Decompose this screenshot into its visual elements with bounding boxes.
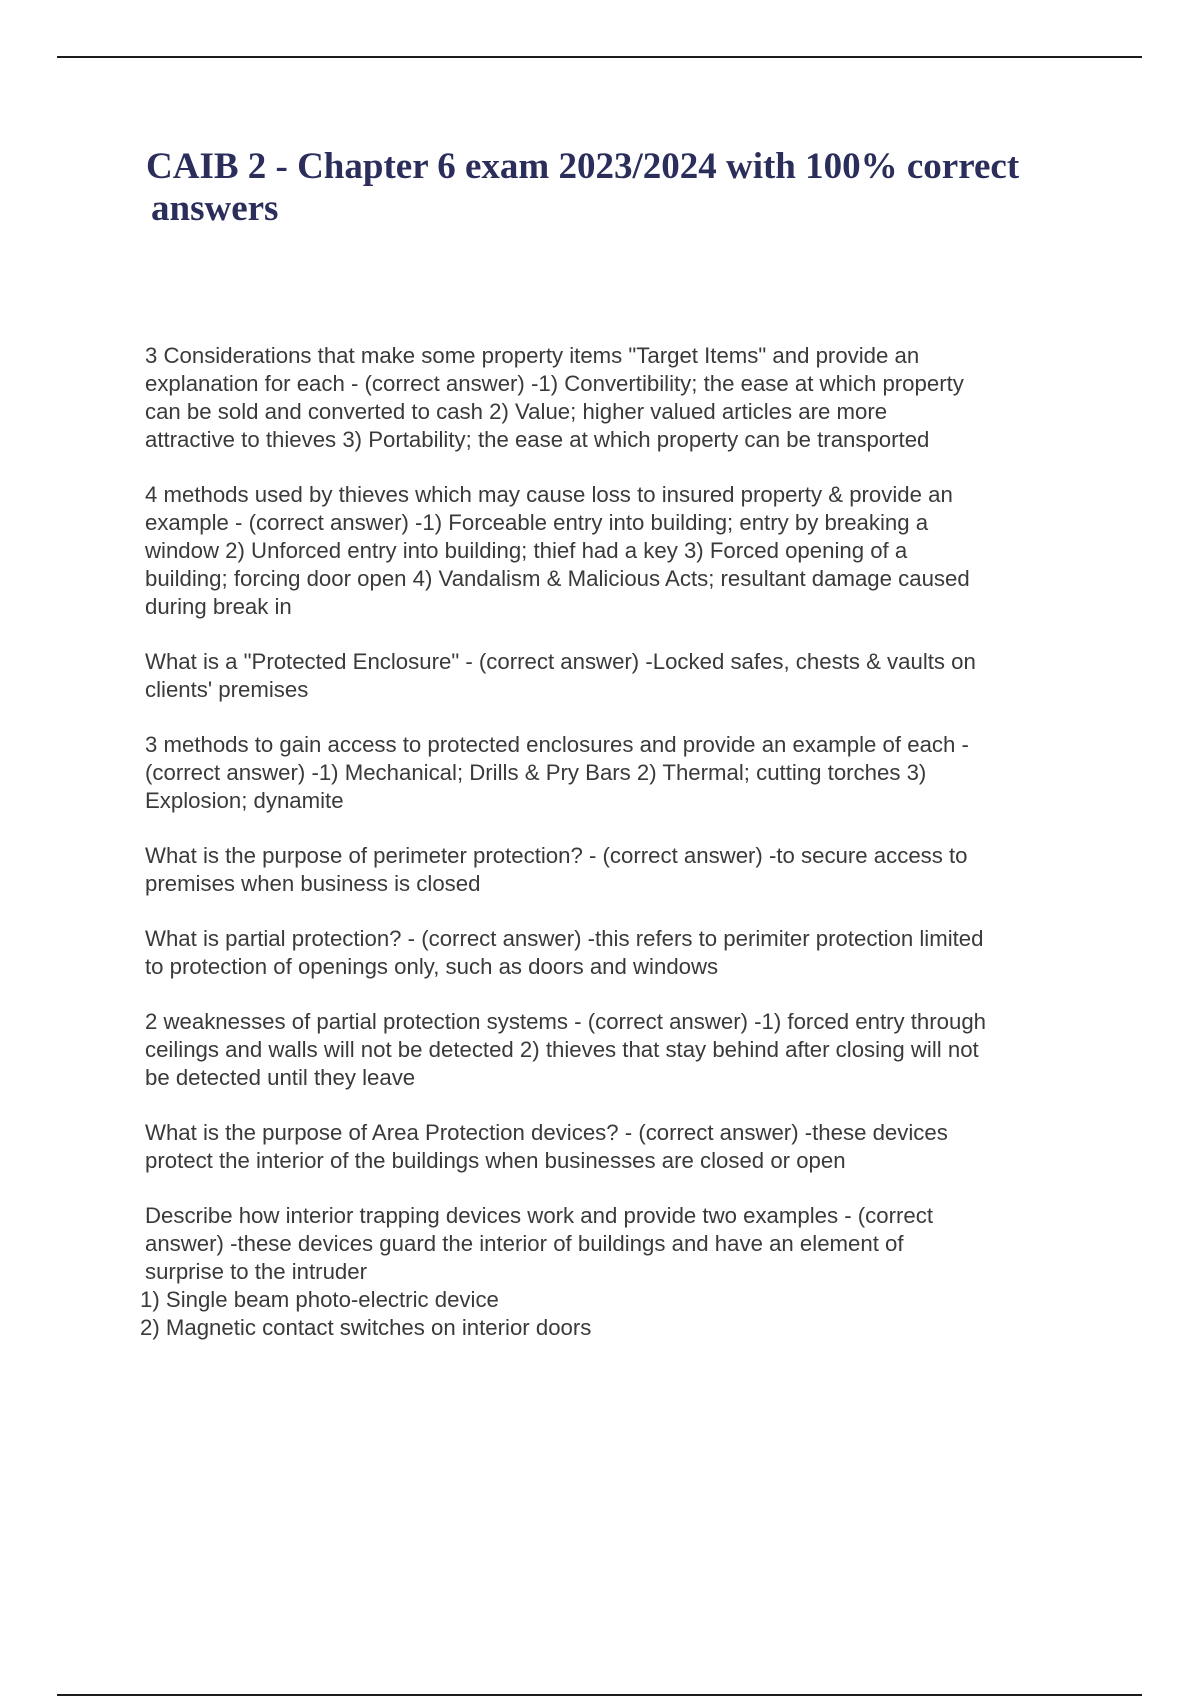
title-line-1: CAIB 2 - Chapter 6 exam 2023/2024 with 100% correct — [146, 146, 1020, 187]
qa-line: 3 methods to gain access to protected enclosures and provide an example of each - — [145, 732, 969, 757]
header-rule — [57, 56, 1142, 58]
qa-line: explanation for each - (correct answer) -1) Convertibility; the ease at which property — [145, 371, 964, 396]
qa-line: be detected until they leave — [145, 1065, 416, 1090]
qa-line: premises when business is closed — [145, 871, 481, 896]
qa-line: ceilings and walls will not be detected 2) thieves that stay behind after closing will not — [145, 1037, 979, 1062]
qa-line: surprise to the intruder — [145, 1259, 367, 1284]
qa-line: Explosion; dynamite — [145, 788, 344, 813]
qa-line: example - (correct answer) -1) Forceable entry into building; entry by breaking a — [145, 510, 929, 535]
qa-line: Describe how interior trapping devices work and provide two examples - (correct — [145, 1203, 933, 1228]
qa-line: 2) Magnetic contact switches on interior doors — [140, 1315, 592, 1340]
qa-line: (correct answer) -1) Mechanical; Drills & Pry Bars 2) Thermal; cutting torches 3) — [145, 760, 927, 785]
qa-item — [145, 1008, 1095, 1092]
qa-line: 1) Single beam photo-electric device — [140, 1287, 499, 1312]
qa-line: window 2) Unforced entry into building; thief had a key 3) Forced opening of a — [145, 538, 908, 563]
qa-line: 3 Considerations that make some property items "Target Items" and provide an — [145, 343, 920, 368]
qa-item — [145, 648, 1095, 704]
qa-line: 2 weaknesses of partial protection systems - (correct answer) -1) forced entry through — [145, 1009, 987, 1034]
qa-item — [145, 342, 1095, 454]
qa-line: 4 methods used by thieves which may cause loss to insured property & provide an — [145, 482, 953, 507]
qa-list — [140, 342, 1095, 1369]
qa-item — [145, 731, 1095, 815]
qa-item — [145, 842, 1095, 898]
qa-item — [140, 1202, 1095, 1342]
qa-line: What is the purpose of perimeter protection? - (correct answer) -to secure access to — [145, 843, 968, 868]
qa-line: attractive to thieves 3) Portability; the ease at which property can be transported — [145, 427, 930, 452]
qa-item — [145, 481, 1095, 621]
qa-line: What is a "Protected Enclosure" - (correct answer) -Locked safes, chests & vaults on — [145, 649, 976, 674]
qa-line: What is the purpose of Area Protection devices? - (correct answer) -these devices — [145, 1120, 948, 1145]
qa-line: during break in — [145, 594, 292, 619]
qa-line: protect the interior of the buildings when businesses are closed or open — [145, 1148, 846, 1173]
page-title — [146, 146, 1046, 230]
qa-line: answer) -these devices guard the interior of buildings and have an element of — [145, 1231, 904, 1256]
qa-line: can be sold and converted to cash 2) Value; higher valued articles are more — [145, 399, 888, 424]
qa-line: What is partial protection? - (correct answer) -this refers to perimiter protection limited — [145, 926, 984, 951]
title-line-2: answers — [151, 188, 279, 229]
qa-item — [145, 1119, 1095, 1175]
qa-line: building; forcing door open 4) Vandalism & Malicious Acts; resultant damage caused — [145, 566, 970, 591]
footer-rule — [57, 1694, 1142, 1696]
qa-item — [145, 925, 1095, 981]
qa-line: clients' premises — [145, 677, 309, 702]
qa-line: to protection of openings only, such as doors and windows — [145, 954, 719, 979]
